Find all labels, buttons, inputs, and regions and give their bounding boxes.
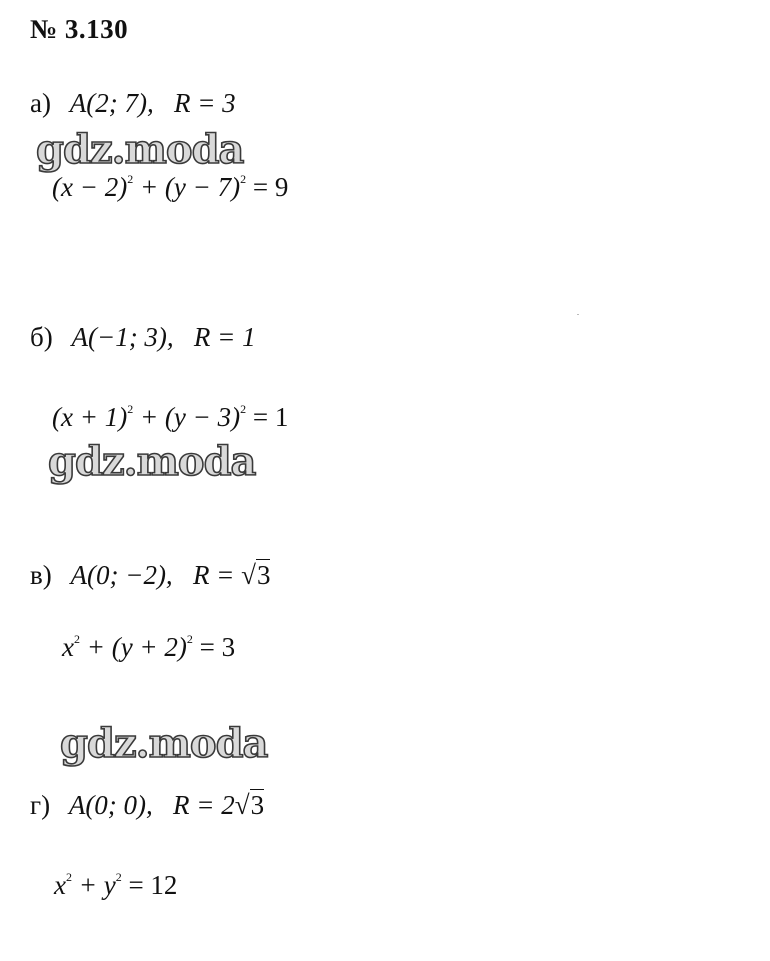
part-a-point: A(2; 7), bbox=[69, 88, 154, 118]
part-c-answer-rhs: = 3 bbox=[192, 632, 236, 662]
part-a-radius: R = 3 bbox=[173, 88, 236, 118]
part-c-exp-1: 2 bbox=[73, 632, 80, 646]
part-d-answer-y: + y bbox=[71, 870, 116, 900]
watermark: gdz.moda bbox=[60, 720, 268, 767]
part-c-radius bbox=[193, 559, 271, 590]
part-a-answer-rhs: = 9 bbox=[246, 172, 289, 202]
part-b-exp-2: 2 bbox=[240, 402, 247, 416]
part-b-exp-1: 2 bbox=[127, 402, 134, 416]
part-a-given bbox=[30, 88, 236, 119]
part-a-label: а) bbox=[30, 88, 51, 118]
part-c-answer-x: x bbox=[62, 632, 74, 662]
part-c-radius-root: 3 bbox=[256, 560, 271, 590]
part-d-exp-1: 2 bbox=[65, 870, 72, 884]
problem-number: № 3.130 bbox=[30, 14, 129, 44]
part-b-label: б) bbox=[30, 322, 53, 352]
part-d-radius-root: 3 bbox=[250, 790, 265, 820]
part-a-answer-y: + (y − 7) bbox=[133, 172, 241, 202]
watermark: gdz.moda bbox=[36, 126, 244, 173]
part-a-exp-2: 2 bbox=[240, 172, 247, 186]
part-c-given bbox=[30, 560, 270, 591]
sqrt-symbol: √3 bbox=[234, 790, 265, 820]
part-b-answer-x: (x + 1) bbox=[52, 402, 128, 432]
sqrt-symbol: √3 bbox=[241, 560, 271, 590]
part-b-answer bbox=[52, 402, 288, 433]
part-a-exp-1: 2 bbox=[127, 172, 134, 186]
part-b-radius: R = 1 bbox=[193, 322, 256, 352]
part-d-label: г) bbox=[30, 790, 51, 820]
part-d-radius bbox=[173, 789, 264, 820]
part-b-point: A(−1; 3), bbox=[71, 322, 174, 352]
part-b-given bbox=[30, 322, 256, 353]
part-c-answer-y: + (y + 2) bbox=[79, 632, 187, 662]
part-a-answer-x: (x − 2) bbox=[52, 172, 128, 202]
part-c-answer bbox=[62, 632, 235, 663]
part-d-exp-2: 2 bbox=[115, 870, 122, 884]
part-d-given bbox=[30, 790, 264, 821]
part-c-exp-2: 2 bbox=[186, 632, 193, 646]
part-d-answer-rhs: = 12 bbox=[121, 870, 178, 900]
part-d-answer-x: x bbox=[54, 870, 66, 900]
part-d-radius-prefix: R = 2 bbox=[173, 790, 235, 820]
part-c-label: в) bbox=[30, 560, 52, 590]
part-d-answer bbox=[54, 870, 177, 901]
part-b-answer-y: + (y − 3) bbox=[133, 402, 241, 432]
part-c-radius-prefix: R = bbox=[192, 560, 242, 590]
part-d-point: A(0; 0), bbox=[68, 790, 153, 820]
part-a-answer bbox=[52, 172, 288, 203]
scan-speck bbox=[577, 314, 579, 315]
watermark: gdz.moda bbox=[48, 438, 256, 485]
part-c-point: A(0; −2), bbox=[70, 560, 173, 590]
part-b-answer-rhs: = 1 bbox=[246, 402, 289, 432]
